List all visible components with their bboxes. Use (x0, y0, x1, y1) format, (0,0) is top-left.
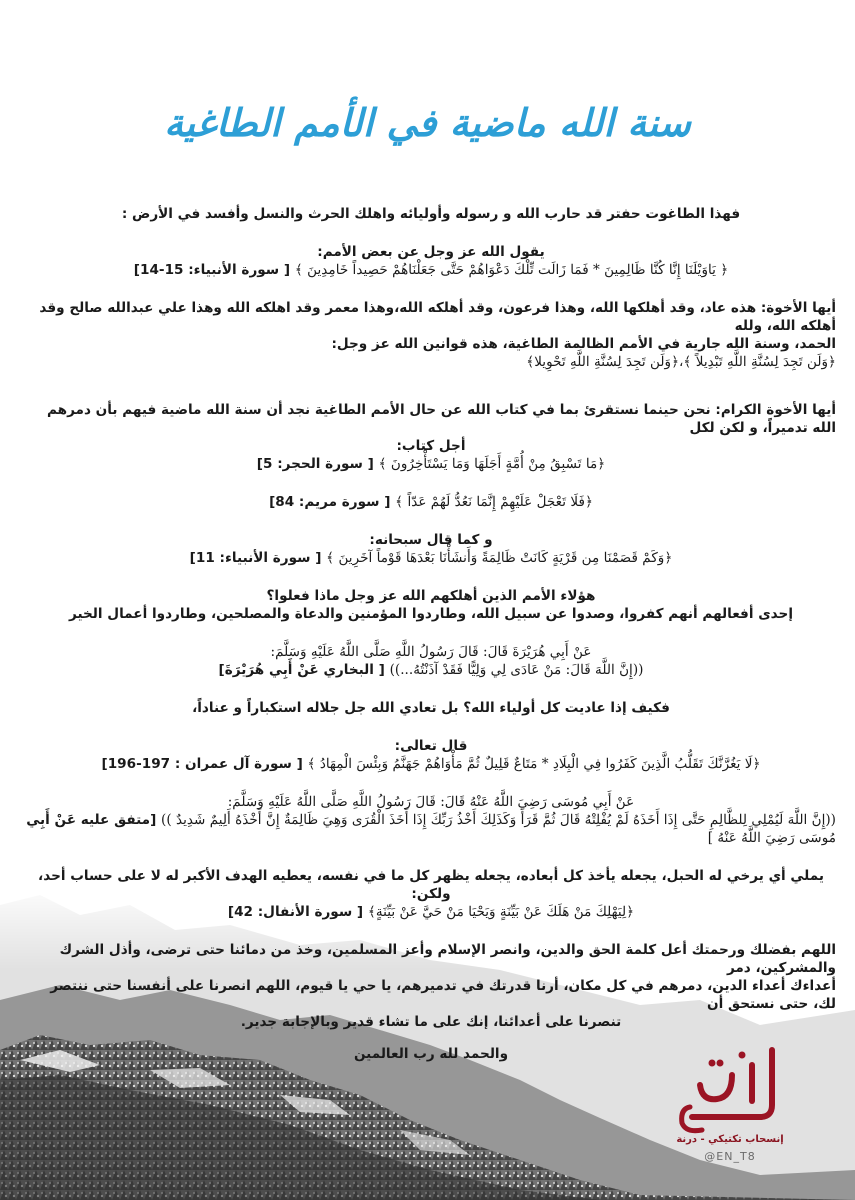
intro-paragraph (26, 205, 836, 223)
section-al-imran (26, 737, 836, 773)
section2-line2: الحمد، وسنة الله جارية في الأمم الظالمة الطاغية، هذه قوانين الله عز وجل: (331, 336, 836, 352)
section-hadith-abu-musa (26, 793, 836, 847)
insihab-logo (672, 1035, 792, 1135)
intro-text: فهذا الطاغوت حفتر قد حارب الله و رسوله وأوليائه واهلك الحرث والنسل وأفسد في الأرض : (121, 206, 741, 222)
section-verse-anbiya-14 (26, 243, 836, 279)
section9-ref: [متفق عليه عَنْ أَبِي (26, 812, 157, 828)
article-body (26, 205, 836, 1083)
section9-hadith1: ((إِنَّ اللَّهَ لَيُمْلِي لِلظَّالِمِ حَتَّى إِذَا أَخَذَهُ لَمْ يُفْلِتْهُ قَالَ ثُمَّ قَرَأَ وَكَذَلِكَ أَخْذُ رَبِّكَ إِذَا أَخَذَ الْقُرَى وَهِيَ ظَالِمَةٌ إِنَّ أَخْذَهُ أَلِيمٌ شَدِيدٌ )) (161, 812, 836, 828)
section3-line1: أيها الأخوة الكرام: نحن حينما نستقرئ بما في كتاب الله عن حال الأمم الطاغية نجد أن سنة الله ماضية فيهم بأن دمرهم الله تدميراً، و لكن لكل (47, 402, 836, 436)
section10-ref: [ سورة الأنفال: 42] (227, 904, 364, 920)
section2-verse: ﴿وَلَن تَجِدَ لِسُنَّةِ اللَّهِ تَبْدِيلاً ﴾،﴿وَلَن تَجِدَ لِسُنَّةِ اللَّهِ تَحْوِيلا﴾ (526, 354, 836, 370)
section6-lead: عَنْ أَبِي هُرَيْرَةَ قَالَ: قَالَ رَسُولُ اللَّهِ صَلَّى اللَّهُ عَلَيْهِ وَسَلَّمَ: (270, 644, 592, 660)
section3-ref2: [ سورة مريم: 84] (269, 494, 391, 510)
section-maryam-84 (26, 493, 836, 511)
section3-ref1: [ سورة الحجر: 5] (256, 456, 374, 472)
section-appointed-time (26, 401, 836, 473)
section11-line3: تنصرنا على أعدائنا، إنك على ما تشاء قدير وبالإجابة جدير. (240, 1014, 622, 1030)
section-nations-destroyed (26, 299, 836, 371)
section6-hadith: ((إِنَّ اللَّهَ قَالَ: مَنْ عَادَى لِي وَلِيًّا فَقَدْ آذَنْتُهُ...)) (389, 662, 644, 678)
section5-answer: إحدى أفعالهم أنهم كفروا، وصدوا عن سبيل الله، وطاردوا المؤمنين والدعاة والمصلحين، وطاردوا أعمال الخير (68, 606, 793, 622)
section3-line2: أجل كتاب: (396, 438, 466, 454)
section-respite (26, 867, 836, 921)
section-hadith-abu-hurairah (26, 643, 836, 679)
section4-verse: ﴿وَكَمْ قَصَمْنَا مِن قَرْيَةٍ كَانَتْ ظَالِمَةً وَأَنشَأْنَا بَعْدَهَا قَوْماً آخَرِينَ ﴾ (326, 550, 673, 566)
closing-text: والحمد لله رب العالمين (353, 1046, 509, 1062)
section5-question: هؤلاء الأمم الذين أهلكهم الله عز وجل ماذا فعلوا؟ (266, 588, 596, 604)
section11-line1: اللهم بفضلك ورحمتك أعل كلمة الحق والدين، وانصر الإسلام وأعز المسلمين، وخذ من دمائنا حتى ترضى، وأذل الشرك والمشركين، دمر (59, 942, 836, 976)
section-what-they-did (26, 587, 836, 623)
section9-hadith2: مُوسَى رَضِيَ اللَّهُ عَنْهُ ] (707, 830, 836, 846)
section1-ref: [ سورة الأنبياء: 15-14] (133, 262, 291, 278)
section8-ref: [ سورة آل عمران : 197-196] (101, 756, 303, 772)
section9-lead: عَنْ أَبِي مُوسَى رَضِيَ اللَّهُ عَنْهُ قَالَ: قَالَ رَسُولُ اللَّهِ صَلَّى اللَّهُ عَلَيْهِ وَسَلَّمَ: (227, 794, 635, 810)
section7-text: فكيف إذا عاديت كل أولياء الله؟ بل تعادي الله جل جلاله استكباراً و عناداً، (192, 700, 670, 716)
logo-subtitle: إنسحاب تكتيكي - درنة (676, 1134, 784, 1145)
section3-verse2: ﴿فَلَا تَعْجَلْ عَلَيْهِمْ إِنَّمَا نَعُدُّ لَهُمْ عَدّاً ﴾ (395, 494, 593, 510)
section1-verse: ﴿ يَاوَيْلَنَا إِنَّا كُنَّا ظَالِمِينَ * فَمَا زَالَت تِّلْكَ دَعْوَاهُمْ حَتَّى جَعَلْنَاهُمْ حَصِيداً خَامِدِينَ ﴾ (294, 262, 729, 278)
section-enmity (26, 699, 836, 717)
section10-verse: ﴿لِيَهْلِكَ مَنْ هَلَكَ عَنْ بَيِّنَةٍ وَيَحْيَا مَنْ حَيَّ عَنْ بَيِّنَةٍ﴾ (367, 904, 635, 920)
section10-line1: يملي أي يرخي له الحبل، يجعله يأخذ كل أبعاده، يجعله يظهر كل ما في نفسه، يعطيه الهدف الأكبر له لا على حساب أحد، ولكن: (38, 868, 824, 902)
section11-line2: أعداءك أعداء الدين، دمرهم في كل مكان، أرنا قدرتك في تدميرهم، يا حي يا قيوم، اللهم انصرنا على أنفسنا حتى ننتصر لك، حتى نستحق أن (50, 978, 836, 1012)
section-supplication (26, 941, 836, 1031)
logo-handle: @EN_T8 (704, 1150, 756, 1163)
section8-verse: ﴿لَا يَغُرَّنَّكَ تَقَلُّبُ الَّذِينَ كَفَرُوا فِي الْبِلَادِ * مَتَاعٌ قَلِيلٌ ثُمَّ مَأْوَاهُمْ جَهَنَّمُ وَبِئْسَ الْمِهَادُ ﴾ (307, 756, 761, 772)
svg-text:إنسحاب: إنسحاب (730, 1095, 734, 1096)
section1-lead: يقول الله عز وجل عن بعض الأمم: (317, 244, 545, 260)
section4-ref: [ سورة الأنبياء: 11] (189, 550, 322, 566)
section2-line1: أيها الأخوة: هذه عاد، وقد أهلكها الله، وهذا فرعون، وقد أهلكه الله،وهذا معمر وقد اهلكه الله وهذا علي عبدالله صالح وقد أهلكه الله، ولله (39, 300, 836, 334)
section-anbiya-11 (26, 531, 836, 567)
section6-ref: [ البخاري عَنْ أَبِي هُرَيْرَةَ] (218, 662, 385, 678)
page-title: سنة الله ماضية في الأمم الطاغية (164, 100, 691, 145)
section3-verse1: ﴿مَا تَسْبِقُ مِنْ أُمَّةٍ أَجَلَهَا وَمَا يَسْتَأْخِرُونَ ﴾ (378, 456, 606, 472)
section8-lead: قال تعالى: (394, 738, 468, 754)
section4-lead: و كما قال سبحانه: (369, 532, 493, 548)
